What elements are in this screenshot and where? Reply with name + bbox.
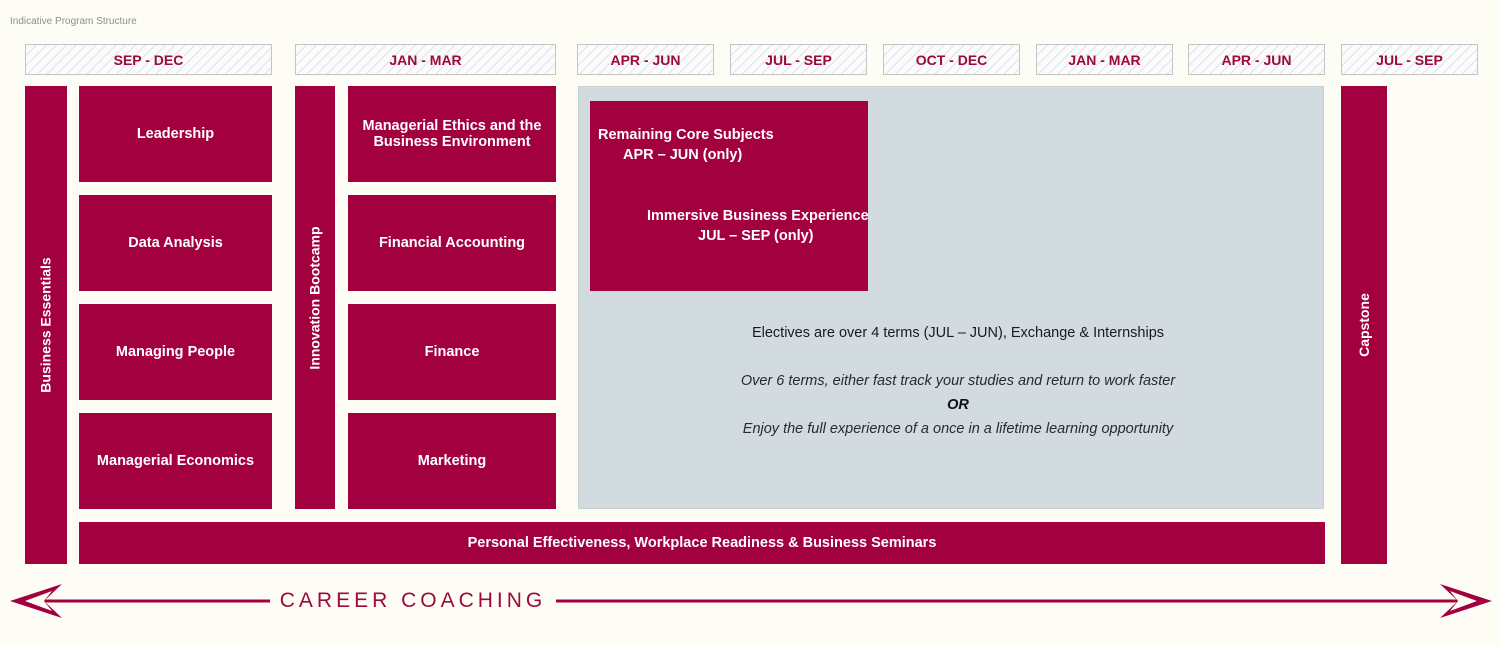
subject-financial-accounting: Financial Accounting (348, 195, 556, 291)
innovation-bootcamp-label: Innovation Bootcamp (307, 225, 323, 370)
capstone-bar (1341, 86, 1387, 564)
term-header-4: JUL - SEP (730, 44, 867, 75)
subject-managerial-ethics: Managerial Ethics and the Business Environment (348, 86, 556, 182)
remaining-core-when: APR – JUN (only) (623, 147, 743, 163)
term-header-6: JAN - MAR (1036, 44, 1173, 75)
term-header-1: SEP - DEC (25, 44, 272, 75)
electives-text: Electives are over 4 terms (JUL – JUN), Exchange & Internships (751, 325, 1165, 341)
subject-marketing: Marketing (348, 413, 556, 509)
full-experience-text: Enjoy the full experience of a once in a lifetime learning opportunity (742, 421, 1174, 437)
subject-managerial-economics: Managerial Economics (79, 413, 272, 509)
remaining-core-title: Remaining Core Subjects (598, 127, 774, 143)
term-header-5: OCT - DEC (883, 44, 1020, 75)
subject-leadership: Leadership (79, 86, 272, 182)
career-coaching-arrow (0, 578, 1500, 626)
seminars-bar: Personal Effectiveness, Workplace Readiness & Business Seminars (79, 522, 1325, 564)
business-essentials-bar (25, 86, 67, 564)
diagram-caption: Indicative Program Structure (10, 16, 137, 27)
subject-managing-people: Managing People (79, 304, 272, 400)
core-and-immersive-box (590, 101, 868, 291)
electives-panel (578, 86, 1324, 509)
term-header-2: JAN - MAR (295, 44, 556, 75)
term-header-3: APR - JUN (577, 44, 714, 75)
innovation-bootcamp-bar (295, 86, 335, 509)
capstone-label: Capstone (1356, 293, 1373, 357)
term-header-8: JUL - SEP (1341, 44, 1478, 75)
term-header-7: APR - JUN (1188, 44, 1325, 75)
business-essentials-label: Business Essentials (38, 257, 54, 393)
subject-data-analysis: Data Analysis (79, 195, 272, 291)
or-text: OR (947, 397, 969, 413)
subject-finance: Finance (348, 304, 556, 400)
career-coaching-label: CAREER COACHING (270, 586, 556, 616)
fast-track-text: Over 6 terms, either fast track your studies and return to work faster (740, 373, 1176, 389)
immersive-when: JUL – SEP (only) (698, 228, 814, 244)
immersive-title: Immersive Business Experience (647, 208, 869, 224)
